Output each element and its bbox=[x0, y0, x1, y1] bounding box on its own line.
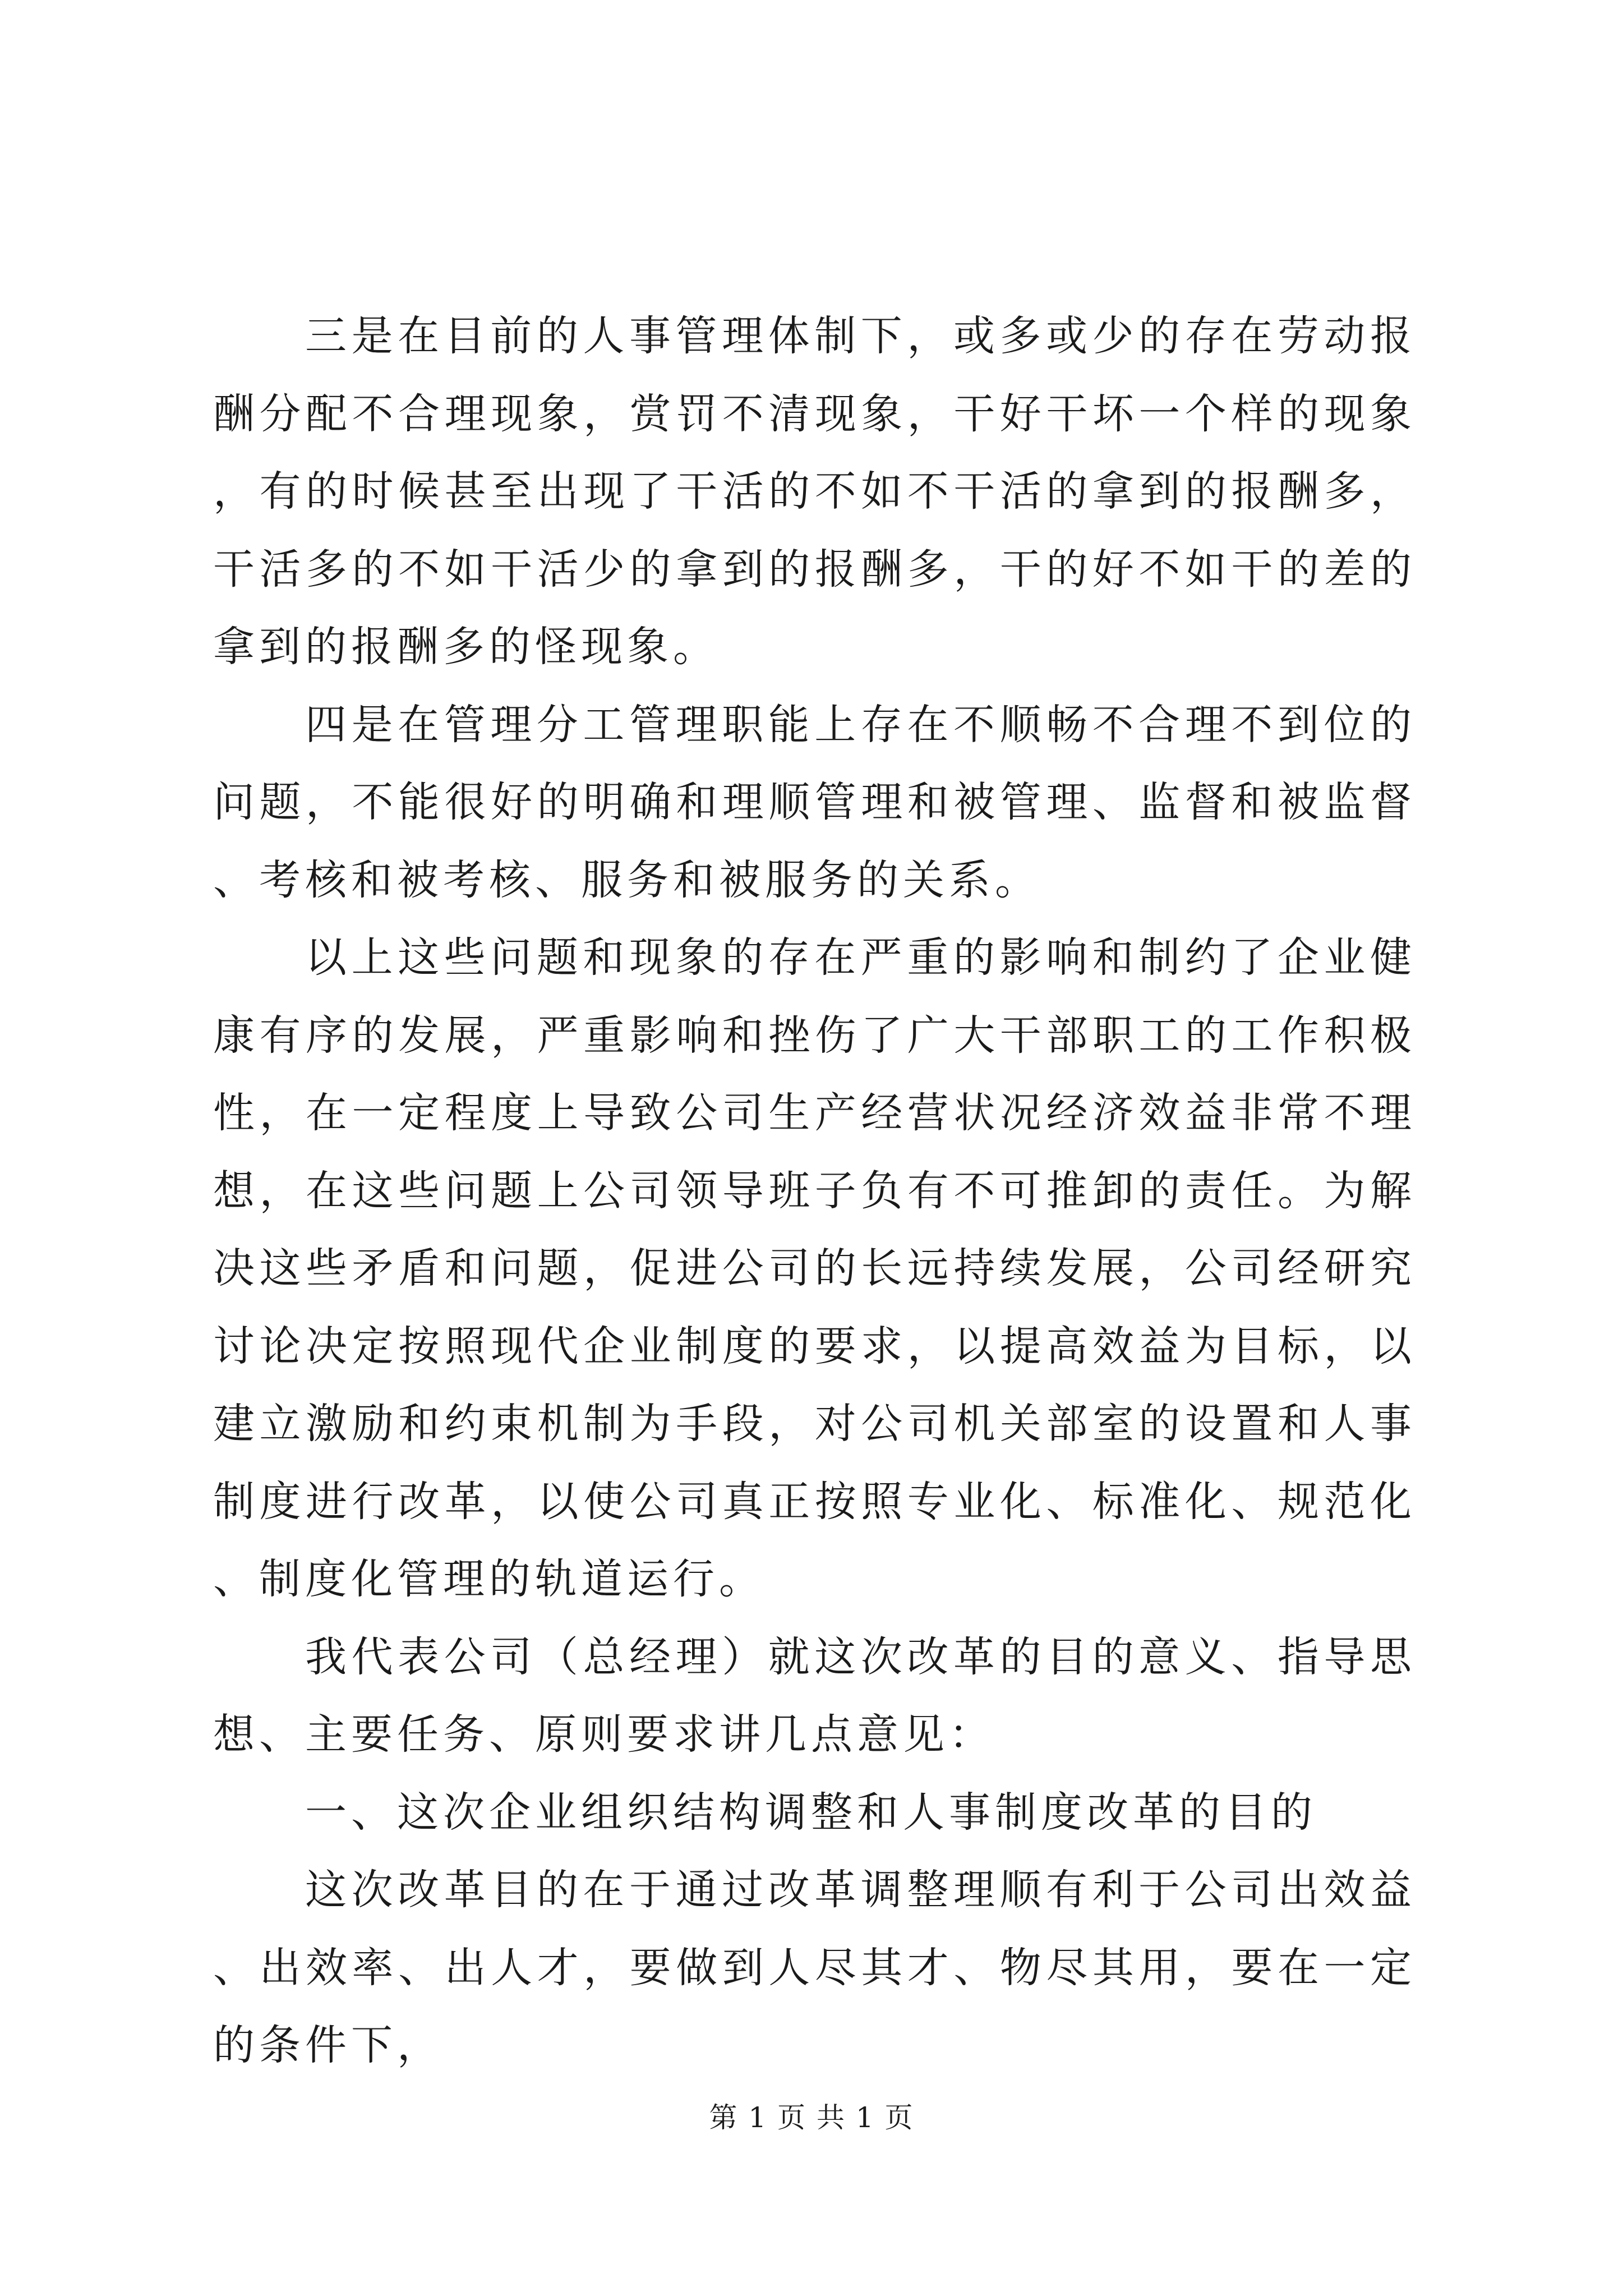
section-heading: 一、这次企业组织结构调整和人事制度改革的目的 bbox=[305, 1788, 1317, 1837]
paragraph: 三是在目前的人事管理体制下，或多或少的存在劳动报酬分配不合理现象，赏罚不清现象，干好干坏一个样的现象，有的时候甚至出现了干活的不如不干活的拿到的报酬多，干活多的不如干活少的拿到的报酬多，干的好不如干的差的拿到的报酬多的怪现象。 bbox=[213, 312, 1416, 671]
paragraph: 这次改革目的在于通过改革调整理顺有利于公司出效益、出效率、出人才，要做到人尽其才、物尽其用，要在一定的条件下， bbox=[213, 1866, 1416, 2069]
paragraph: 我代表公司（总经理）就这次改革的目的意义、指导思想、主要任务、原则要求讲几点意见： bbox=[213, 1632, 1416, 1759]
page-footer: 第 1 页 共 1 页 bbox=[709, 2101, 914, 2134]
document-body bbox=[213, 297, 1416, 2085]
paragraph: 以上这些问题和现象的存在严重的影响和制约了企业健康有序的发展，严重影响和挫伤了广大干部职工的工作积极性，在一定程度上导致公司生产经营状况经济效益非常不理想，在这些问题上公司领导班子负有不可推卸的责任。为解决这些矛盾和问题，促进公司的长远持续发展，公司经研究讨论决定按照现代企业制度的要求，以提高效益为目标，以建立激励和约束机制为手段，对公司机关部室的设置和人事制度进行改革，以使公司真正按照专业化、标准化、规范化、制度化管理的轨道运行。 bbox=[213, 933, 1416, 1603]
paragraph: 四是在管理分工管理职能上存在不顺畅不合理不到位的问题，不能很好的明确和理顺管理和被管理、监督和被监督、考核和被考核、服务和被服务的关系。 bbox=[213, 700, 1416, 904]
